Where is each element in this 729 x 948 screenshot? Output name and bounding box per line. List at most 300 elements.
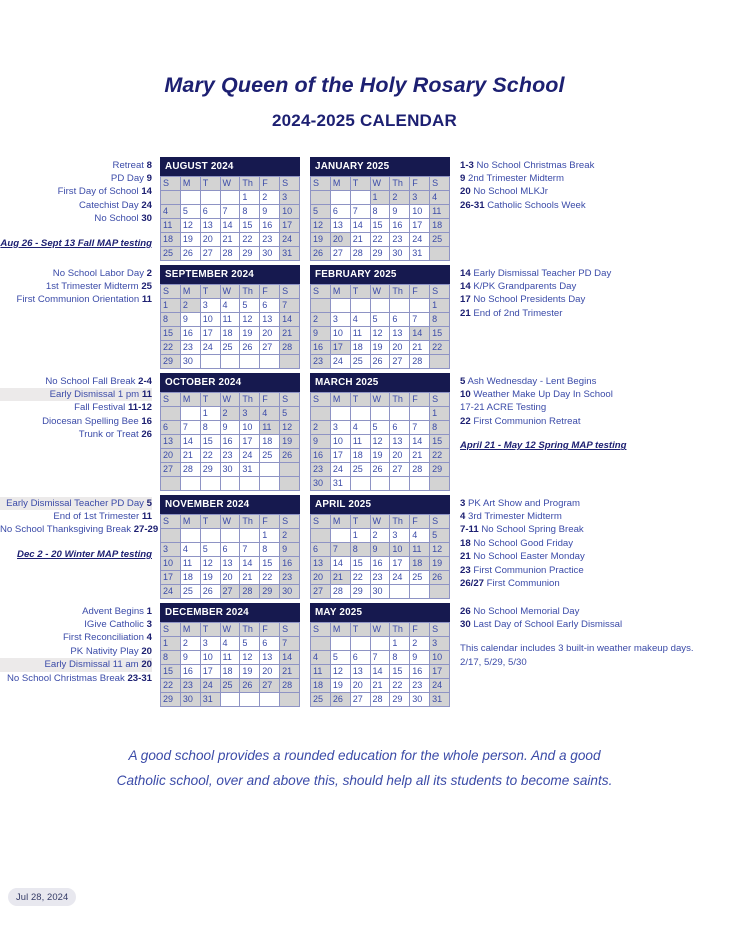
weekday-header-6: S (280, 622, 300, 636)
day-cell: 21 (350, 232, 370, 246)
week-row (311, 246, 450, 260)
day-cell (370, 298, 390, 312)
day-cell: 14 (350, 218, 370, 232)
day-cell: 18 (220, 664, 240, 678)
event-date: 4 (460, 511, 466, 523)
day-cell: 11 (410, 542, 430, 556)
right-events-column (450, 157, 729, 213)
day-cell: 6 (260, 298, 280, 312)
weekday-header-4: Th (240, 622, 260, 636)
day-cell: 15 (260, 556, 280, 570)
calendar-subtitle: 2024-2025 CALENDAR (271, 110, 457, 130)
day-cell: 30 (311, 476, 331, 490)
day-cell: 14 (330, 556, 350, 570)
weekday-header-3: W (370, 176, 390, 190)
week-row (161, 650, 300, 664)
week-row (161, 448, 300, 462)
day-cell: 24 (410, 232, 430, 246)
day-cell: 27 (311, 584, 331, 598)
day-cell: 27 (260, 340, 280, 354)
weekday-header-2: T (350, 622, 370, 636)
event-date: 20 (460, 186, 471, 198)
week-row (311, 636, 450, 650)
weekday-header-5: F (260, 622, 280, 636)
day-cell (311, 636, 331, 650)
week-row (311, 232, 450, 246)
day-cell: 22 (430, 340, 450, 354)
weekday-header-2: T (350, 514, 370, 528)
day-cell: 20 (390, 448, 410, 462)
weekday-header-6: S (280, 284, 300, 298)
day-cell: 7 (350, 204, 370, 218)
week-row (161, 584, 300, 598)
day-cell: 1 (430, 406, 450, 420)
weekday-header-6: S (430, 284, 450, 298)
day-cell: 9 (370, 542, 390, 556)
event-item: 14 Early Dismissal Teacher PD Day (460, 267, 612, 279)
day-cell: 26 (200, 584, 220, 598)
day-cell: 13 (330, 218, 350, 232)
day-cell: 8 (161, 312, 181, 326)
day-cell: 25 (311, 692, 331, 706)
day-cell: 17 (240, 434, 260, 448)
day-cell: 6 (260, 636, 280, 650)
weekday-header-4: Th (390, 514, 410, 528)
day-cell: 2 (370, 528, 390, 542)
day-cell: 14 (370, 664, 390, 678)
event-date: 22 (460, 415, 471, 427)
day-cell: 12 (330, 664, 350, 678)
day-cell (200, 354, 220, 368)
left-events-column (0, 157, 160, 249)
weekday-header-5: F (410, 176, 430, 190)
day-cell (280, 462, 300, 476)
event-date: 1-3 (460, 159, 474, 171)
event-item: Fall Festival 11-12 (74, 402, 152, 414)
day-cell: 14 (410, 434, 430, 448)
day-cell (280, 476, 300, 490)
day-cell (311, 190, 331, 204)
day-cell: 7 (370, 650, 390, 664)
day-cell: 12 (430, 542, 450, 556)
month-calendar (160, 265, 300, 369)
map-testing-note: Dec 2 - 20 Winter MAP testing (17, 548, 152, 560)
day-cell (161, 528, 181, 542)
weekday-header-row (311, 176, 450, 190)
month-row (0, 265, 729, 369)
month-row (0, 157, 729, 261)
day-cell: 28 (350, 246, 370, 260)
event-date: 30 (141, 213, 152, 225)
weekday-header-6: S (430, 392, 450, 406)
day-cell (161, 476, 181, 490)
event-item: Trunk or Treat 26 (78, 429, 152, 441)
weekday-header-3: W (220, 284, 240, 298)
day-cell: 8 (430, 312, 450, 326)
weekday-header-0: S (161, 176, 181, 190)
day-cell: 15 (161, 664, 181, 678)
day-cell: 6 (161, 420, 181, 434)
day-cell: 5 (370, 312, 390, 326)
month-row (0, 495, 729, 599)
day-cell: 1 (240, 190, 260, 204)
event-item: No School Fall Break 2-4 (45, 375, 152, 387)
week-row (161, 326, 300, 340)
day-cell: 5 (240, 298, 260, 312)
day-cell: 17 (410, 218, 430, 232)
day-cell (220, 692, 240, 706)
event-item: 17-21 ACRE Testing (460, 402, 547, 414)
day-cell: 9 (410, 650, 430, 664)
day-cell: 3 (330, 312, 350, 326)
day-cell: 25 (350, 354, 370, 368)
day-cell (370, 636, 390, 650)
day-cell: 20 (260, 326, 280, 340)
weekday-header-2: T (200, 622, 220, 636)
day-cell: 5 (180, 204, 200, 218)
day-cell: 14 (280, 312, 300, 326)
day-cell: 4 (260, 406, 280, 420)
weekday-header-1: M (330, 176, 350, 190)
weekday-header-1: M (330, 284, 350, 298)
week-row (161, 636, 300, 650)
day-cell: 6 (200, 204, 220, 218)
day-cell: 5 (280, 406, 300, 420)
day-cell: 7 (280, 636, 300, 650)
weekday-header-0: S (311, 392, 331, 406)
day-cell: 16 (370, 556, 390, 570)
day-cell (350, 476, 370, 490)
day-cell: 19 (370, 340, 390, 354)
weekday-header-row (161, 392, 300, 406)
day-cell: 7 (410, 420, 430, 434)
weekday-header-1: M (180, 514, 200, 528)
day-cell (430, 476, 450, 490)
day-cell (240, 354, 260, 368)
event-date: 4 (146, 632, 152, 644)
event-date: 17-21 (460, 402, 485, 414)
day-cell (350, 190, 370, 204)
left-events-column (0, 495, 160, 560)
day-cell (311, 298, 331, 312)
day-cell: 2 (311, 420, 331, 434)
day-cell: 26 (311, 246, 331, 260)
day-cell: 16 (260, 218, 280, 232)
date-badge: Jul 28, 2024 (8, 888, 76, 906)
day-cell: 1 (200, 406, 220, 420)
day-cell: 3 (161, 542, 181, 556)
event-item: 1-3 No School Christmas Break (460, 159, 595, 171)
day-cell: 9 (260, 204, 280, 218)
day-cell: 31 (200, 692, 220, 706)
day-cell: 12 (311, 218, 331, 232)
day-cell: 15 (240, 218, 260, 232)
day-cell: 19 (330, 678, 350, 692)
event-item: 26-31 Catholic Schools Week (460, 199, 586, 211)
event-date: 2-4 (138, 375, 152, 387)
event-item: 26/27 First Communion (460, 578, 560, 590)
left-calendar-column (160, 373, 300, 491)
event-item: 5 Ash Wednesday - Lent Begins (460, 375, 597, 387)
event-date: 1 (146, 605, 152, 617)
event-item: 10 Weather Make Up Day In School (460, 389, 613, 401)
event-date: 3 (460, 497, 466, 509)
day-cell: 13 (390, 434, 410, 448)
day-cell: 25 (430, 232, 450, 246)
month-title: APRIL 2025 (310, 495, 450, 514)
day-cell: 24 (161, 584, 181, 598)
day-cell: 21 (410, 340, 430, 354)
event-item: PD Day 9 (110, 173, 152, 185)
day-cell: 23 (180, 678, 200, 692)
week-row (161, 678, 300, 692)
week-row (161, 190, 300, 204)
day-cell: 4 (311, 650, 331, 664)
day-cell: 5 (240, 636, 260, 650)
day-cell (330, 406, 350, 420)
day-cell: 29 (161, 354, 181, 368)
weekday-header-6: S (430, 514, 450, 528)
weekday-header-0: S (161, 392, 181, 406)
day-cell: 24 (200, 678, 220, 692)
day-cell: 11 (260, 420, 280, 434)
event-item: Early Dismissal 1 pm 11 (0, 388, 152, 401)
day-cell: 28 (280, 678, 300, 692)
day-cell: 30 (410, 692, 430, 706)
day-cell: 10 (430, 650, 450, 664)
day-cell: 21 (280, 326, 300, 340)
day-cell: 28 (220, 246, 240, 260)
week-row (311, 448, 450, 462)
day-cell: 26 (240, 678, 260, 692)
weekday-header-5: F (410, 514, 430, 528)
event-date: 9 (146, 173, 152, 185)
weekday-header-row (311, 514, 450, 528)
weekday-header-1: M (330, 622, 350, 636)
weekday-header-4: Th (390, 284, 410, 298)
day-cell: 30 (280, 584, 300, 598)
left-calendar-column (160, 265, 300, 369)
day-cell: 4 (220, 636, 240, 650)
day-cell: 28 (280, 340, 300, 354)
day-cell: 11 (430, 204, 450, 218)
day-cell: 25 (350, 462, 370, 476)
day-cell: 17 (430, 664, 450, 678)
event-date: 5 (460, 375, 466, 387)
week-row (311, 556, 450, 570)
day-cell: 28 (180, 462, 200, 476)
week-row (311, 542, 450, 556)
day-cell (180, 528, 200, 542)
day-cell: 19 (280, 434, 300, 448)
day-cell: 29 (370, 246, 390, 260)
day-cell: 11 (180, 556, 200, 570)
quote-line-1: A good school provides a rounded education for the whole person. And a good (128, 747, 601, 763)
event-item: Early Dismissal Teacher PD Day 5 (0, 497, 152, 510)
event-item: 20 No School MLKJr (460, 186, 548, 198)
day-cell: 24 (390, 570, 410, 584)
right-events-column (450, 603, 729, 670)
event-item: End of 1st Trimester 11 (53, 511, 152, 523)
day-cell: 11 (220, 312, 240, 326)
weekday-header-1: M (180, 622, 200, 636)
week-row (161, 462, 300, 476)
day-cell (410, 406, 430, 420)
event-date: 2 (146, 267, 152, 279)
day-cell: 14 (220, 218, 240, 232)
day-cell: 18 (430, 218, 450, 232)
weekday-header-4: Th (390, 392, 410, 406)
day-cell: 23 (311, 462, 331, 476)
day-cell (430, 246, 450, 260)
day-cell: 13 (311, 556, 331, 570)
day-cell: 10 (240, 420, 260, 434)
day-cell: 10 (200, 312, 220, 326)
month-calendar (160, 157, 300, 261)
weekday-header-0: S (161, 622, 181, 636)
event-item: Advent Begins 1 (82, 605, 152, 617)
day-cell: 30 (220, 462, 240, 476)
day-cell: 4 (430, 190, 450, 204)
weekday-header-5: F (260, 514, 280, 528)
day-cell: 14 (240, 556, 260, 570)
day-cell: 18 (410, 556, 430, 570)
day-cell: 1 (390, 636, 410, 650)
day-cell (350, 298, 370, 312)
day-cell: 15 (200, 434, 220, 448)
weekday-header-0: S (311, 514, 331, 528)
day-cell: 23 (311, 354, 331, 368)
day-cell: 13 (260, 312, 280, 326)
day-cell: 23 (220, 448, 240, 462)
day-cell (430, 584, 450, 598)
week-row (311, 420, 450, 434)
day-cell (220, 190, 240, 204)
day-cell: 24 (330, 462, 350, 476)
event-date: 14 (460, 267, 471, 279)
weekday-header-3: W (220, 622, 240, 636)
day-cell (410, 476, 430, 490)
weekday-header-5: F (260, 284, 280, 298)
right-calendar-column (310, 495, 450, 599)
day-cell (390, 298, 410, 312)
day-cell: 11 (220, 650, 240, 664)
day-cell: 21 (180, 448, 200, 462)
week-row (161, 664, 300, 678)
left-events-column (0, 603, 160, 685)
day-cell: 24 (240, 448, 260, 462)
day-cell: 16 (390, 218, 410, 232)
month-title: MARCH 2025 (310, 373, 450, 392)
day-cell: 2 (280, 528, 300, 542)
month-title: OCTOBER 2024 (160, 373, 300, 392)
day-cell: 26 (330, 692, 350, 706)
event-item: 17 No School Presidents Day (460, 294, 586, 306)
day-cell: 21 (370, 678, 390, 692)
day-cell (390, 476, 410, 490)
day-cell: 17 (330, 340, 350, 354)
day-cell: 4 (410, 528, 430, 542)
day-cell: 7 (330, 542, 350, 556)
month-title: MAY 2025 (310, 603, 450, 622)
quote-line-2: Catholic school, over and above this, should help all its students to become saints. (116, 772, 613, 788)
day-cell: 19 (430, 556, 450, 570)
right-calendar-column (310, 265, 450, 369)
day-cell (260, 354, 280, 368)
map-testing-note: Aug 26 - Sept 13 Fall MAP testing (0, 237, 152, 249)
day-cell (430, 354, 450, 368)
day-cell (280, 692, 300, 706)
week-row (161, 218, 300, 232)
month-calendar (160, 373, 300, 491)
weekday-header-2: T (350, 284, 370, 298)
day-cell: 17 (200, 664, 220, 678)
event-date: 11 (141, 294, 152, 306)
event-date: 21 (460, 307, 471, 319)
event-item: Diocesan Spelling Bee 16 (42, 415, 152, 427)
event-date: 7-11 (460, 524, 479, 536)
event-date: 9 (460, 173, 466, 185)
day-cell: 18 (311, 678, 331, 692)
weekday-header-5: F (260, 176, 280, 190)
day-cell: 5 (200, 542, 220, 556)
weekday-header-4: Th (240, 392, 260, 406)
day-cell: 9 (180, 650, 200, 664)
day-cell (161, 406, 181, 420)
weekday-header-0: S (161, 284, 181, 298)
week-row (161, 542, 300, 556)
day-cell: 2 (390, 190, 410, 204)
event-item: 18 No School Good Friday (460, 537, 574, 549)
weekday-header-row (161, 284, 300, 298)
day-cell: 31 (410, 246, 430, 260)
day-cell: 25 (220, 340, 240, 354)
week-row (311, 678, 450, 692)
month-calendar (310, 495, 450, 599)
weekday-header-3: W (370, 514, 390, 528)
week-row (311, 190, 450, 204)
weekday-header-5: F (260, 392, 280, 406)
day-cell: 12 (240, 312, 260, 326)
day-cell: 19 (370, 448, 390, 462)
day-cell: 4 (161, 204, 181, 218)
day-cell: 17 (330, 448, 350, 462)
day-cell: 13 (220, 556, 240, 570)
day-cell: 9 (390, 204, 410, 218)
day-cell: 1 (260, 528, 280, 542)
week-row (161, 204, 300, 218)
event-date: 26 (460, 605, 471, 617)
day-cell: 9 (311, 434, 331, 448)
day-cell: 12 (280, 420, 300, 434)
day-cell: 14 (410, 326, 430, 340)
event-item: 22 First Communion Retreat (460, 415, 581, 427)
day-cell (180, 476, 200, 490)
week-row (311, 298, 450, 312)
week-row (161, 298, 300, 312)
day-cell: 9 (280, 542, 300, 556)
day-cell: 16 (220, 434, 240, 448)
weekday-header-3: W (220, 392, 240, 406)
day-cell (200, 476, 220, 490)
day-cell (330, 528, 350, 542)
day-cell (240, 528, 260, 542)
footer-quote (0, 743, 729, 793)
month-calendar (310, 265, 450, 369)
day-cell: 24 (280, 232, 300, 246)
day-cell (260, 462, 280, 476)
event-item: Retreat 8 (112, 159, 152, 171)
